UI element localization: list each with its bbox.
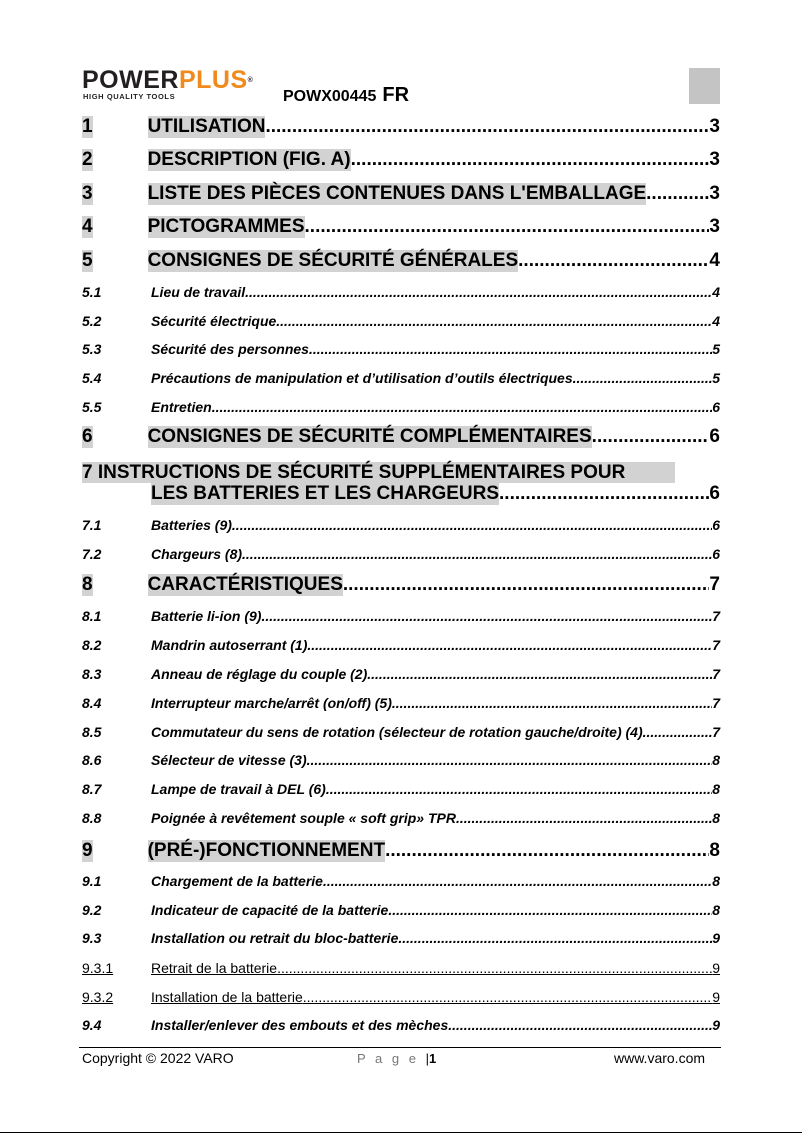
- toc-page: 6: [709, 426, 720, 447]
- toc-page: 4: [712, 284, 720, 300]
- toc-title: 7 INSTRUCTIONS DE SÉCURITÉ SUPPLÉMENTAIRES POUR: [82, 462, 675, 483]
- toc-number: 9.3.2: [82, 989, 114, 1005]
- toc-section-9-3[interactable]: [82, 930, 720, 946]
- toc-title: Sélecteur de vitesse (3): [151, 752, 307, 768]
- toc-page: 6: [712, 399, 720, 415]
- toc-section-8-5[interactable]: [82, 724, 720, 740]
- toc-number: 9: [82, 840, 93, 861]
- toc-number: 4: [82, 216, 93, 237]
- logo-wordmark: [82, 68, 253, 93]
- toc-page: 8: [712, 781, 720, 797]
- footer-copyright: Copyright © 2022 VARO: [82, 1050, 234, 1066]
- toc-page: 8: [712, 873, 720, 889]
- toc-number: 8.2: [82, 637, 102, 653]
- toc-page: 3: [709, 183, 720, 204]
- toc-section-5-2[interactable]: [82, 313, 720, 329]
- toc-section-8-4[interactable]: [82, 695, 720, 711]
- toc-title: Batterie li-ion (9): [151, 608, 262, 624]
- toc-heading-1[interactable]: [82, 116, 720, 138]
- toc-heading-7-line2[interactable]: [82, 483, 720, 505]
- toc-heading-9[interactable]: [82, 840, 720, 862]
- toc-section-9-4[interactable]: [82, 1017, 720, 1033]
- toc-page: 6: [712, 517, 720, 533]
- toc-number: 5: [82, 250, 93, 271]
- toc-page: 8: [712, 902, 720, 918]
- toc-section-5-1[interactable]: [82, 284, 720, 300]
- toc-title: Précautions de manipulation et d’utilisation d’outils électriques: [151, 370, 573, 386]
- toc-title: Sécurité électrique: [151, 313, 277, 329]
- toc-title: (PRÉ-)FONCTIONNEMENT: [147, 840, 386, 861]
- toc-leader: [643, 724, 713, 740]
- toc-page: 8: [712, 810, 720, 826]
- logo-plus-text: PLUS: [178, 66, 248, 94]
- toc-section-5-5[interactable]: [82, 399, 720, 415]
- toc-leader: [392, 695, 712, 711]
- footer-page-indicator: [357, 1051, 436, 1066]
- toc-section-8-3[interactable]: [82, 666, 720, 682]
- toc-title: Indicateur de capacité de la batterie: [151, 902, 389, 918]
- toc-page: 3: [709, 116, 720, 137]
- toc-number: 9.3: [82, 930, 102, 946]
- footer-page-separator: |: [425, 1051, 429, 1066]
- toc-number: 8.8: [82, 810, 102, 826]
- model-code: POWX00445: [283, 88, 377, 105]
- toc-number: 2: [82, 149, 93, 170]
- toc-number: 5.5: [82, 399, 102, 415]
- logo-power-text: POWER: [82, 66, 179, 94]
- toc-section-9-3-2[interactable]: [82, 989, 720, 1005]
- toc-number: 8: [82, 574, 93, 595]
- page-bottom-edge: [0, 1132, 802, 1133]
- toc-page: 8: [712, 752, 720, 768]
- toc-title: Anneau de réglage du couple (2): [151, 666, 368, 682]
- toc-leader: [351, 149, 710, 171]
- toc-title: Mandrin autoserrant (1): [151, 637, 308, 653]
- toc-leader: [242, 546, 712, 562]
- powerplus-logo: [82, 68, 272, 100]
- toc-title: Entretien: [151, 399, 212, 415]
- toc-number: 9.2: [82, 902, 102, 918]
- footer-page-number: 1: [428, 1051, 437, 1066]
- toc-leader: [309, 341, 712, 357]
- toc-page: 7: [709, 574, 720, 595]
- toc-title: CARACTÉRISTIQUES: [147, 574, 343, 595]
- toc-section-8-6[interactable]: [82, 752, 720, 768]
- toc-leader: [460, 810, 712, 826]
- toc-title: PICTOGRAMMES: [147, 216, 305, 237]
- toc-page: 9: [712, 1017, 720, 1033]
- toc-leader: [307, 752, 713, 768]
- toc-page: 9: [712, 930, 720, 946]
- language-code: FR: [382, 84, 410, 106]
- toc-leader: [367, 666, 712, 682]
- toc-leader: [499, 483, 709, 505]
- toc-title: Lieu de travail: [151, 284, 246, 300]
- toc-section-9-1[interactable]: [82, 873, 720, 889]
- toc-heading-2[interactable]: [82, 149, 720, 171]
- toc-page: 4: [712, 313, 720, 329]
- logo-registered-mark: ®: [247, 77, 254, 84]
- toc-section-5-4[interactable]: [82, 370, 720, 386]
- toc-leader: [646, 183, 709, 205]
- toc-heading-5[interactable]: [82, 250, 720, 272]
- toc-number: 8.5: [82, 724, 102, 740]
- toc-leader: [307, 637, 712, 653]
- logo-tagline: HIGH QUALITY TOOLS: [83, 92, 176, 101]
- toc-number: 3: [82, 183, 93, 204]
- toc-title: Retrait de la batterie: [151, 960, 278, 976]
- toc-number: 5.4: [82, 370, 102, 386]
- toc-number: 8.7: [82, 781, 102, 797]
- toc-leader: [448, 1017, 712, 1033]
- model-number: [283, 84, 409, 107]
- toc-number: 9.4: [82, 1017, 102, 1033]
- toc-heading-8[interactable]: [82, 574, 720, 596]
- toc-title: LES BATTERIES ET LES CHARGEURS: [151, 483, 500, 504]
- toc-section-8-2[interactable]: [82, 637, 720, 653]
- toc-title: Installer/enlever des embouts et des mèches: [151, 1017, 449, 1033]
- toc-number: 5.1: [82, 284, 102, 300]
- toc-title: Poignée à revêtement souple « soft grip» TPR.: [151, 810, 460, 826]
- toc-title: Sécurité des personnes: [151, 341, 309, 357]
- toc-page: 4: [709, 250, 720, 271]
- toc-title: DESCRIPTION (FIG. A): [147, 149, 351, 170]
- toc-number: 8.6: [82, 752, 102, 768]
- toc-leader: [343, 574, 710, 596]
- toc-page: 3: [709, 149, 720, 170]
- toc-leader: [232, 517, 712, 533]
- toc-section-9-2[interactable]: [82, 902, 720, 918]
- toc-page: 6: [709, 483, 720, 504]
- toc-number: 1: [82, 116, 93, 137]
- toc-section-7-2[interactable]: [82, 546, 720, 562]
- toc-title: UTILISATION: [147, 116, 266, 137]
- toc-leader: [388, 902, 712, 918]
- toc-leader: [277, 960, 712, 976]
- toc-leader: [245, 284, 712, 300]
- toc-page: 9: [712, 960, 720, 976]
- toc-title: Commutateur du sens de rotation (sélecteur de rotation gauche/droite) (4): [151, 724, 643, 740]
- toc-number: 8.4: [82, 695, 102, 711]
- toc-title: Batteries (9): [151, 517, 232, 533]
- toc-page: 8: [709, 840, 720, 861]
- toc-section-7-1[interactable]: [82, 517, 720, 533]
- toc-page: 5: [712, 341, 720, 357]
- toc-page: 9: [712, 989, 720, 1005]
- toc-number: 6: [82, 426, 93, 447]
- toc-leader: [385, 840, 709, 862]
- toc-number: 9.3.1: [82, 960, 114, 976]
- toc-number: 5.2: [82, 313, 102, 329]
- toc-leader: [212, 399, 713, 415]
- toc-page: 7: [712, 695, 720, 711]
- toc-leader: [276, 313, 712, 329]
- footer-divider: [79, 1047, 721, 1048]
- toc-leader: [573, 370, 713, 386]
- toc-number: 7.1: [82, 517, 102, 533]
- toc-page: 6: [712, 546, 720, 562]
- toc-section-9-3-1[interactable]: [82, 960, 720, 976]
- toc-title: Chargement de la batterie: [151, 873, 323, 889]
- footer-page-label: P a g e: [357, 1051, 419, 1066]
- toc-heading-3[interactable]: [82, 183, 720, 205]
- toc-leader: [518, 250, 709, 272]
- toc-section-8-1[interactable]: [82, 608, 720, 624]
- toc-leader: [303, 989, 712, 1005]
- toc-leader: [265, 116, 709, 138]
- toc-heading-6[interactable]: [82, 426, 720, 448]
- toc-section-8-8[interactable]: [82, 810, 720, 826]
- toc-leader: [305, 216, 710, 238]
- footer-website: www.varo.com: [614, 1050, 706, 1066]
- toc-number: 8.1: [82, 608, 102, 624]
- toc-title: Chargeurs (8): [151, 546, 243, 562]
- toc-number: 7.2: [82, 546, 102, 562]
- toc-number: 8.3: [82, 666, 102, 682]
- toc-number: 5.3: [82, 341, 102, 357]
- toc-page: 7: [712, 608, 720, 624]
- toc-title: Installation de la batterie: [151, 989, 303, 1005]
- toc-page: 7: [712, 666, 720, 682]
- toc-leader: [398, 930, 712, 946]
- toc-title: Lampe de travail à DEL (6): [151, 781, 326, 797]
- toc-section-5-3[interactable]: [82, 341, 720, 357]
- toc-section-8-7[interactable]: [82, 781, 720, 797]
- toc-number: 9.1: [82, 873, 102, 889]
- toc-leader: [261, 608, 712, 624]
- toc-title: Interrupteur marche/arrêt (on/off) (5): [151, 695, 392, 711]
- toc-heading-4[interactable]: [82, 216, 720, 238]
- toc-leader: [592, 426, 710, 448]
- toc-title: CONSIGNES DE SÉCURITÉ GÉNÉRALES: [147, 250, 519, 271]
- toc-heading-7-line1[interactable]: [82, 462, 682, 484]
- toc-leader: [326, 781, 712, 797]
- toc-page: 5: [712, 370, 720, 386]
- toc-title: Installation ou retrait du bloc-batterie: [151, 930, 399, 946]
- toc-page: 7: [712, 637, 720, 653]
- toc-leader: [323, 873, 712, 889]
- corner-gray-marker: [689, 68, 720, 104]
- toc-title: CONSIGNES DE SÉCURITÉ COMPLÉMENTAIRES: [147, 426, 592, 447]
- toc-page: 3: [709, 216, 720, 237]
- toc-page: 7: [712, 724, 720, 740]
- toc-title: LISTE DES PIÈCES CONTENUES DANS L'EMBALLAGE: [147, 183, 647, 204]
